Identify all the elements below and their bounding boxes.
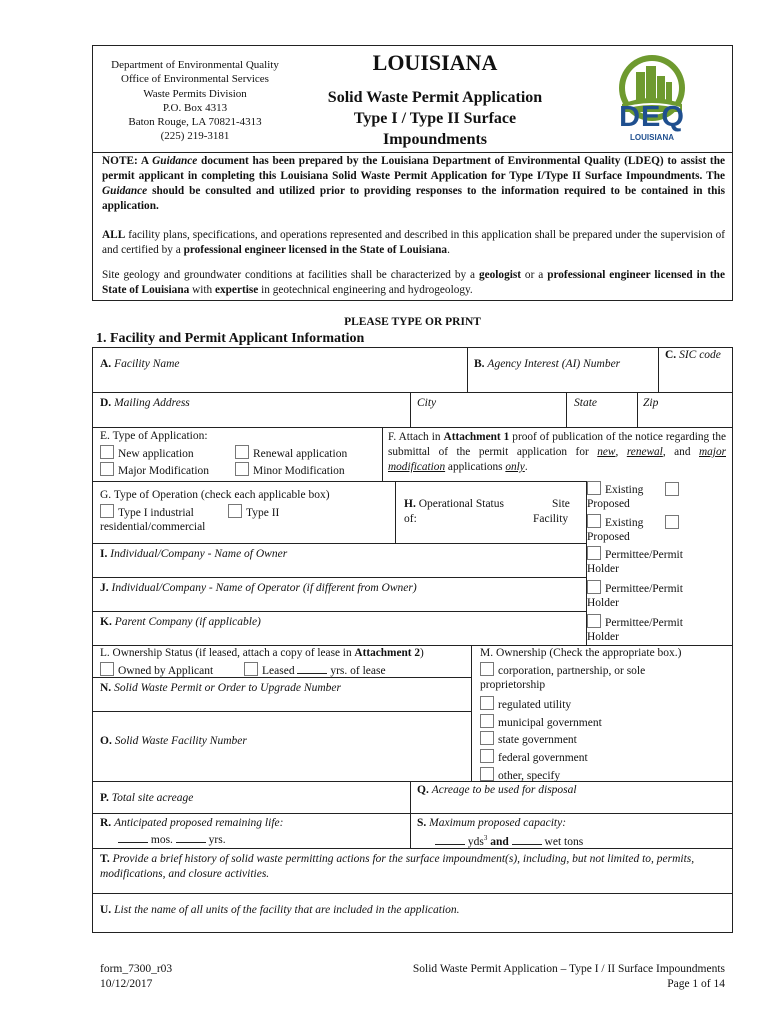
type-of-application-label: E. Type of Application: — [100, 430, 208, 442]
type2-option[interactable]: Type II — [228, 504, 279, 521]
all-text: ALL — [102, 229, 126, 241]
residential-commercial-label: residential/commercial — [100, 521, 206, 533]
city-label: City — [417, 397, 437, 409]
new-application-checkbox[interactable] — [100, 445, 114, 459]
facility-existing-option[interactable]: Existing — [587, 514, 643, 531]
sic-code-label: C. SIC code — [665, 349, 721, 361]
facility-existing-checkbox[interactable] — [587, 514, 601, 528]
owner-permittee-checkbox[interactable] — [587, 546, 601, 560]
site-label: Site — [552, 498, 570, 510]
state-label: State — [574, 397, 597, 409]
leased-checkbox[interactable] — [244, 662, 258, 676]
section-title: 1. Facility and Permit Applicant Information — [96, 331, 365, 346]
owner-name-label: I. Individual/Company - Name of Owner — [100, 548, 288, 560]
life-years-field[interactable] — [176, 831, 206, 843]
owned-by-applicant-option[interactable]: Owned by Applicant — [100, 662, 213, 679]
operator-holder-label: Holder — [587, 597, 619, 609]
site-proposed-label: Proposed — [587, 498, 630, 510]
permitting-history-label: T. Provide a brief history of solid waste permitting actions for the surface impoundment(s), including, but not limited to, permits, modifications, and closure activities. — [100, 853, 695, 880]
owner-holder-label: Holder — [587, 563, 619, 575]
note-text: document has been prepared by the Louisiana Department of Environmental Quality (LDEQ) to assist the permit applicant in completing this Louisiana Solid Waste Permit Application for Type I/Type II Surface Impoundments. The — [102, 155, 725, 182]
operational-status-of: of: — [404, 513, 417, 525]
remaining-life-label: R. Anticipated proposed remaining life: — [100, 817, 284, 829]
parent-permittee-option[interactable]: Permittee/Permit — [587, 614, 683, 631]
pe-text: . — [447, 244, 450, 256]
please-type-label: PLEASE TYPE OR PRINT — [344, 316, 481, 328]
footer-title: Solid Waste Permit Application – Type I / II Surface Impoundments — [412, 963, 725, 975]
units-list-label: U. List the name of all units of the facility that are included in the application. — [100, 904, 460, 916]
type1-option[interactable]: Type I industrial — [100, 504, 194, 521]
pe-requirement-paragraph — [102, 228, 725, 258]
facility-name-label: A. Facility Name — [100, 358, 180, 370]
note-guidance: Guidance — [152, 155, 198, 167]
site-proposed-checkbox[interactable] — [665, 482, 679, 496]
type1-checkbox[interactable] — [100, 504, 114, 518]
form-title — [300, 87, 570, 150]
note-guidance: Guidance — [102, 185, 148, 197]
capacity-yds-field[interactable] — [435, 833, 465, 845]
ownership-type-label: M. Ownership (Check the appropriate box.) — [480, 647, 682, 659]
geo-bold: geologist — [478, 269, 522, 281]
permit-number-label: N. Solid Waste Permit or Order to Upgrade Number — [100, 682, 341, 694]
geo-bold: expertise — [214, 284, 259, 296]
agency-interest-label: B. Agency Interest (AI) Number — [474, 358, 621, 370]
minor-modification-checkbox[interactable] — [235, 462, 249, 476]
utility-checkbox[interactable] — [480, 696, 494, 710]
dept-line: (225) 219-3181 — [160, 130, 230, 143]
note-text: should be consulted and utilized prior to providing responses to the information required to be contained in this application. — [102, 185, 725, 212]
dept-line: Waste Permits Division — [143, 87, 247, 100]
geo-bold: professional engineer licensed in the State of Louisiana — [102, 269, 725, 296]
owner-permittee-option[interactable]: Permittee/Permit — [587, 546, 683, 563]
logo-text: DEQ — [619, 101, 685, 133]
facility-number-label: O. Solid Waste Facility Number — [100, 735, 247, 747]
form-date: 10/12/2017 — [100, 978, 153, 990]
note-text: NOTE: A — [102, 155, 153, 167]
geo-text: or a — [521, 269, 548, 281]
ownership-corporation-option[interactable]: corporation, partnership, or sole — [480, 662, 645, 679]
life-months-field[interactable] — [118, 831, 148, 843]
ownership-state-option[interactable]: state government — [480, 731, 577, 748]
form-number: form_7300_r03 — [100, 963, 173, 975]
site-existing-option[interactable]: Existing — [587, 481, 643, 498]
form-title-line: Solid Waste Permit Application — [327, 89, 543, 106]
municipal-checkbox[interactable] — [480, 714, 494, 728]
ownership-status-label: L. Ownership Status (if leased, attach a copy of lease in Attachment 2) — [100, 647, 424, 659]
lease-years-field[interactable] — [297, 662, 327, 674]
dept-line: P.O. Box 4313 — [162, 101, 228, 114]
geo-text: in geotechnical engineering and hydrogeology. — [258, 284, 473, 296]
operational-status-label: H. Operational Status — [404, 498, 504, 510]
state-gov-checkbox[interactable] — [480, 731, 494, 745]
dept-line: Baton Rouge, LA 70821-4313 — [128, 116, 262, 129]
dept-address-block — [100, 58, 290, 144]
type2-checkbox[interactable] — [228, 504, 242, 518]
new-application-option[interactable]: New application — [100, 445, 194, 462]
footer-form-id — [100, 962, 172, 992]
renewal-application-checkbox[interactable] — [235, 445, 249, 459]
note-paragraph — [102, 154, 725, 214]
minor-modification-option[interactable]: Minor Modification — [235, 462, 345, 479]
mailing-address-label: D. Mailing Address — [100, 397, 190, 409]
operator-permittee-option[interactable]: Permittee/Permit — [587, 580, 683, 597]
renewal-application-option[interactable]: Renewal application — [235, 445, 347, 462]
facility-label: Facility — [533, 513, 569, 525]
corporation-checkbox[interactable] — [480, 662, 494, 676]
ownership-other-option[interactable]: other, specify — [480, 767, 560, 784]
capacity-tons-field[interactable] — [512, 833, 542, 845]
dept-line: Office of Environmental Services — [121, 73, 269, 86]
geo-text: with — [189, 284, 215, 296]
site-existing-checkbox[interactable] — [587, 481, 601, 495]
operator-permittee-checkbox[interactable] — [587, 580, 601, 594]
pe-bold-text: professional engineer licensed in the State of Louisiana — [183, 244, 448, 256]
ownership-utility-option[interactable]: regulated utility — [480, 696, 571, 713]
capacity-fields: yds$^3$ and wet tons — [435, 831, 583, 850]
logo-subtext: LOUISIANA — [630, 133, 674, 142]
proprietorship-label: proprietorship — [480, 679, 546, 691]
attachment1-instructions: F. Attach in Attachment 1 proof of publication of the notice regarding the submittal of the permit application for new, renewal, and major modification applications only. — [388, 431, 727, 473]
zip-label: Zip — [643, 397, 659, 409]
facility-proposed-checkbox[interactable] — [665, 515, 679, 529]
total-acreage-label: P. Total site acreage — [100, 792, 194, 804]
major-modification-option[interactable]: Major Modification — [100, 462, 209, 479]
ownership-municipal-option[interactable]: municipal government — [480, 714, 602, 731]
geology-paragraph — [102, 268, 725, 298]
other-checkbox[interactable] — [480, 767, 494, 781]
parent-company-label: K. Parent Company (if applicable) — [100, 616, 261, 628]
footer-title-block — [330, 962, 725, 992]
major-modification-checkbox[interactable] — [100, 462, 114, 476]
disposal-acreage-label: Q. Acreage to be used for disposal — [417, 784, 577, 796]
owned-by-applicant-checkbox[interactable] — [100, 662, 114, 676]
parent-permittee-checkbox[interactable] — [587, 614, 601, 628]
capacity-label: S. Maximum proposed capacity: — [417, 817, 567, 829]
geo-text: Site geology and groundwater conditions at facilities shall be characterized by a — [102, 269, 479, 281]
pe-text: facility plans, specifications, and operations represented and described in this application shall be prepared under the supervision of and certified by a — [102, 229, 725, 256]
ownership-federal-option[interactable]: federal government — [480, 749, 588, 766]
federal-checkbox[interactable] — [480, 749, 494, 763]
leased-option[interactable]: Leased yrs. of lease — [244, 662, 386, 679]
operator-name-label: J. Individual/Company - Name of Operator (if different from Owner) — [100, 582, 417, 594]
facility-proposed-label: Proposed — [587, 531, 630, 543]
page-number: Page 1 of 14 — [667, 978, 725, 990]
parent-holder-label: Holder — [587, 631, 619, 643]
dept-line: Department of Environmental Quality — [111, 59, 279, 71]
remaining-life-fields: mos. yrs. — [118, 831, 226, 848]
form-title-line: Type I / Type II Surface — [353, 110, 517, 127]
type-of-operation-label: G. Type of Operation (check each applicable box) — [100, 489, 330, 501]
deq-logo — [606, 52, 698, 146]
form-title-line: Impoundments — [382, 131, 488, 148]
state-title: LOUISIANA — [372, 50, 498, 75]
